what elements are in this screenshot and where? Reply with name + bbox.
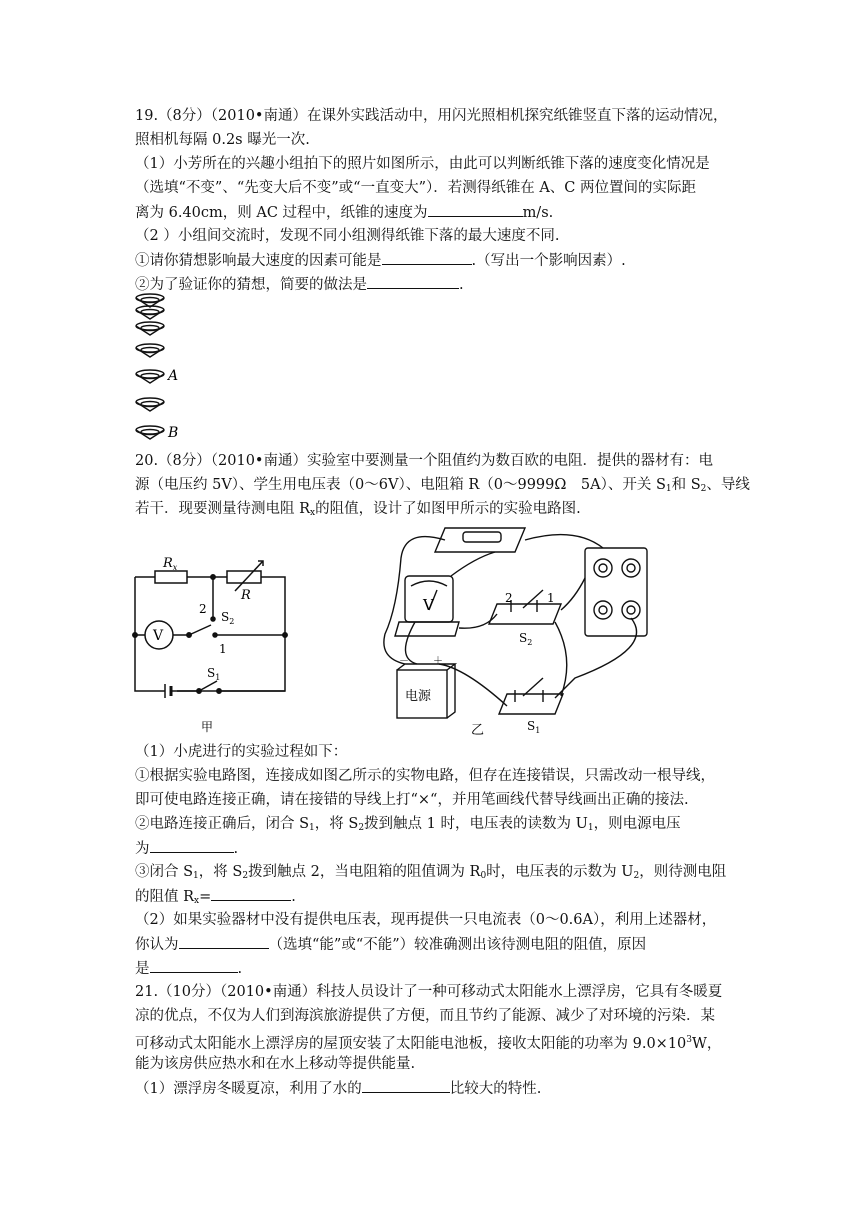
superscript: 3 xyxy=(686,1035,693,1045)
q20-p3: 即可使电路连接正确，请在接错的导线上打“×“，并用笔画线代替导线画出正确的接法. xyxy=(135,792,689,808)
circuit-diagram-jia xyxy=(125,555,295,740)
q19-line-8-text: ②为了验证你的猜想，简要的做法是 xyxy=(135,277,367,293)
q20-p4-b: ，将 S xyxy=(314,816,359,832)
switch-s1 xyxy=(499,694,563,714)
q20-p10-b: . xyxy=(237,961,243,977)
q21-line-5 xyxy=(135,1078,541,1099)
q20-p4-d: ，则电源电压 xyxy=(593,816,681,832)
subscript: 0 xyxy=(480,871,487,881)
answer-blank[interactable] xyxy=(362,1078,450,1093)
q20-p6-d: 时，电压表的示数为 U xyxy=(486,864,634,880)
answer-blank[interactable] xyxy=(150,838,234,853)
q21-line-5-a: （1）漂浮房冬暖夏凉，利用了水的 xyxy=(135,1081,362,1097)
cone-image xyxy=(136,398,164,411)
q20-p7-c: . xyxy=(291,889,296,905)
q20-p5 xyxy=(135,838,238,859)
position-label-a: A xyxy=(168,368,179,384)
q20-p4-c: 拨到触点 1 时，电压表的读数为 U xyxy=(364,816,588,832)
subscript: 2 xyxy=(700,484,707,494)
s1-label: $S_1$ xyxy=(527,719,541,735)
q20-p4 xyxy=(135,814,681,838)
cone-image xyxy=(136,344,164,357)
q19-line-7-end: .（写出一个影响因素）. xyxy=(471,253,626,269)
q20-line-2-mid: 和 S xyxy=(671,477,701,493)
q20-line-3-end: 的阻值，设计了如图甲所示的实验电路图. xyxy=(315,501,581,517)
q20-line-2-text: 源（电压约 5V）、学生用电压表（0～6V）、电阻箱 R（0～9999Ω 5A）、开关 S xyxy=(135,477,666,493)
q20-p9 xyxy=(135,934,646,955)
q20-p10-a: 是 xyxy=(135,961,150,977)
q20-p10 xyxy=(135,958,242,979)
q20-p6-a: ③闭合 S xyxy=(135,864,194,880)
q19-line-7-text: ①请你猜想影响最大速度的因素可能是 xyxy=(135,253,382,269)
cone-image xyxy=(136,294,164,307)
answer-blank[interactable] xyxy=(150,958,238,973)
source-label: 电源 xyxy=(405,689,432,704)
q19-line-5-text: 离为 6.40cm，则 AC 过程中，纸锥的速度为 xyxy=(135,205,428,221)
voltmeter-label: V xyxy=(153,628,164,644)
subscript: 1 xyxy=(665,484,672,494)
figure-caption-jia: 甲 xyxy=(201,720,214,734)
cone-image xyxy=(136,370,164,383)
paper-cone-figure xyxy=(130,290,200,445)
q19-line-2: 照相机每隔 0.2s 曝光一次. xyxy=(135,132,310,148)
subscript: 1 xyxy=(309,823,315,833)
minus-terminal: － xyxy=(399,656,409,667)
s2-label: $S_2$ xyxy=(519,631,533,647)
q21-line-3-b: W， xyxy=(692,1036,722,1052)
contact-1-label: 1 xyxy=(219,642,227,656)
q19-line-8-end: . xyxy=(459,277,464,293)
figure-caption-yi: 乙 xyxy=(471,723,485,738)
subscript: 2 xyxy=(358,823,365,833)
q20-p9-b: （选填“能”或“不能”）较准确测出该待测电阻的阻值，原因 xyxy=(268,937,647,953)
cone-image xyxy=(136,306,164,319)
q19-line-3: （1）小芳所在的兴趣小组拍下的照片如图所示，由此可以判断纸锥下落的速度变化情况是 xyxy=(135,156,710,172)
q20-p5-a: 为 xyxy=(135,841,150,857)
answer-blank[interactable] xyxy=(367,274,459,289)
q20-p6-c: 拨到触点 2，当电阻箱的阻值调为 R xyxy=(248,864,481,880)
q21-line-3-a: 可移动式太阳能水上漂浮房的屋顶安装了太阳能电池板，接收太阳能的功率为 9.0×10 xyxy=(135,1036,687,1052)
contact-2-label: 2 xyxy=(505,591,513,605)
q20-p6-b: ，将 S xyxy=(198,864,243,880)
subscript: x xyxy=(310,508,316,518)
q21-line-3 xyxy=(135,1030,721,1054)
voltmeter-label: V xyxy=(423,596,434,614)
s1-label: $S_1$ xyxy=(207,666,221,682)
r-label: R xyxy=(241,588,251,603)
answer-blank[interactable] xyxy=(179,934,269,949)
contact-2-label: 2 xyxy=(199,602,207,616)
subscript: 1 xyxy=(193,871,199,881)
q20-p7 xyxy=(135,886,296,911)
subscript: x xyxy=(194,896,200,906)
q20-p8: （2）如果实验器材中没有提供电压表，现再提供一只电流表（0～0.6A），利用上述器材， xyxy=(135,912,717,928)
q19-line-6: （2 ）小组间交流时，发现不同小组测得纸锥下落的最大速度不同. xyxy=(135,228,560,244)
circuit-diagram-yi xyxy=(375,518,665,743)
subscript: 2 xyxy=(242,871,249,881)
q20-p7-a: 的阻值 R xyxy=(135,889,195,905)
q20-line-3-text: 若干．现要测量待测电阻 R xyxy=(135,501,311,517)
q20-p6 xyxy=(135,862,726,886)
position-label-b: B xyxy=(168,425,179,441)
q19-line-5 xyxy=(135,202,553,223)
q20-line-2 xyxy=(135,475,750,499)
q19-line-7 xyxy=(135,250,626,271)
contact-1-label: 1 xyxy=(547,591,555,605)
q20-p9-a: 你认为 xyxy=(135,937,179,953)
resistor-rx xyxy=(155,571,187,583)
answer-blank[interactable] xyxy=(428,202,523,217)
q20-p2: ①根据实验电路图，连接成如图乙所示的实物电路，但存在连接错误，只需改动一根导线， xyxy=(135,768,715,784)
q21-line-1: 21.（10分）（2010•南通）科技人员设计了一种可移动式太阳能水上漂浮房，它具有冬暖夏 xyxy=(135,984,723,1000)
answer-blank[interactable] xyxy=(211,886,291,901)
cone-image xyxy=(136,426,164,439)
q20-p4-a: ②电路连接正确后，闭合 S xyxy=(135,816,310,832)
q21-line-2: 凉的优点，不仅为人们到海滨旅游提供了方便，而且节约了能源、减少了对环境的污染．某 xyxy=(135,1008,715,1024)
plus-terminal: ＋ xyxy=(433,656,443,667)
answer-blank[interactable] xyxy=(382,250,472,265)
q20-p5-b: . xyxy=(233,841,239,857)
q19-line-1: 19.（8分）（2010•南通）在课外实践活动中，用闪光照相机探究纸锥竖直下落的运动情况， xyxy=(135,108,728,124)
q20-p1: （1）小虎进行的实验过程如下： xyxy=(135,744,348,760)
q20-line-2-end: 、导线 xyxy=(706,477,750,493)
subscript: 2 xyxy=(633,871,640,881)
cone-image xyxy=(136,322,164,335)
rx-label: $R_x$ xyxy=(163,556,178,572)
q20-p6-e: ，则待测电阻 xyxy=(639,864,727,880)
q19-line-5-unit: m/s. xyxy=(522,205,554,221)
q20-line-1: 20.（8分）（2010•南通）实验室中要测量一个阻值约为数百欧的电阻．提供的器材有：电 xyxy=(135,453,713,469)
q21-line-5-b: 比较大的特性. xyxy=(449,1081,542,1097)
q21-line-4: 能为该房供应热水和在水上移动等提供能量. xyxy=(135,1056,416,1072)
s2-label: $S_2$ xyxy=(221,610,235,626)
q19-line-4: （选填“不变”、“先变大后不变”或“一直变大”）．若测得纸锥在 A、C 两位置间的实际距 xyxy=(135,180,697,196)
q20-p7-b: = xyxy=(199,889,212,905)
subscript: 1 xyxy=(587,823,594,833)
